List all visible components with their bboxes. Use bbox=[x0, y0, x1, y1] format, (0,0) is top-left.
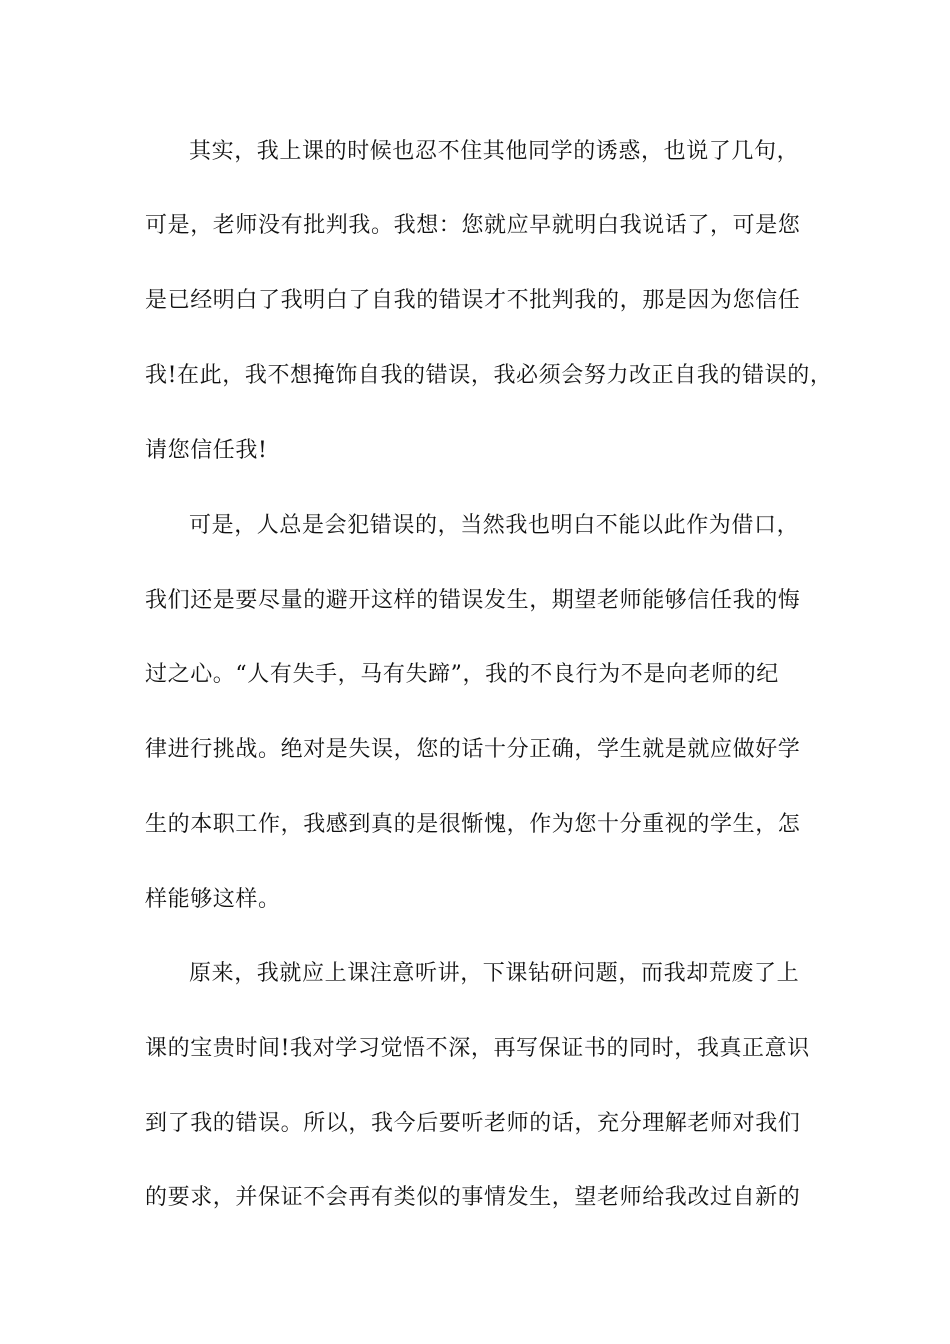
paragraph-3-line-3: 到了我的错误。所以，我今后要听老师的话，充分理解老师对我们 bbox=[145, 1111, 801, 1136]
paragraph-2-line-1: 可是，人总是会犯错误的，当然我也明白不能以此作为借口， bbox=[189, 513, 800, 538]
paragraph-2-line-2: 我们还是要尽量的避开这样的错误发生，期望老师能够信任我的悔 bbox=[145, 588, 801, 613]
paragraph-2-line-4: 律进行挑战。绝对是失误，您的话十分正确，学生就是就应做好学 bbox=[145, 737, 801, 762]
paragraph-3-line-1: 原来，我就应上课注意听讲，下课钻研问题，而我却荒废了上 bbox=[189, 961, 800, 986]
paragraph-1-line-2: 可是，老师没有批判我。我想：您就应早就明白我说话了，可是您 bbox=[145, 213, 801, 238]
paragraph-1-line-4: 我!在此，我不想掩饰自我的错误，我必须会努力改正自我的错误的， bbox=[145, 363, 833, 388]
paragraph-1-line-1: 其实，我上课的时候也忍不住其他同学的诱惑，也说了几句， bbox=[189, 139, 800, 164]
paragraph-2-line-5: 生的本职工作，我感到真的是很惭愧，作为您十分重视的学生，怎 bbox=[145, 812, 801, 837]
paragraph-1-line-3: 是已经明白了我明白了自我的错误才不批判我的，那是因为您信任 bbox=[145, 288, 801, 313]
paragraph-2-line-6: 样能够这样。 bbox=[145, 887, 281, 912]
paragraph-2-line-3: 过之心。“人有失手，马有失蹄”，我的不良行为不是向老师的纪 bbox=[145, 662, 779, 687]
paragraph-3-line-2: 课的宝贵时间!我对学习觉悟不深，再写保证书的同时，我真正意识 bbox=[145, 1036, 810, 1061]
paragraph-3-line-4: 的要求，并保证不会再有类似的事情发生，望老师给我改过自新的 bbox=[145, 1185, 801, 1210]
paragraph-1-line-5: 请您信任我! bbox=[145, 438, 268, 463]
